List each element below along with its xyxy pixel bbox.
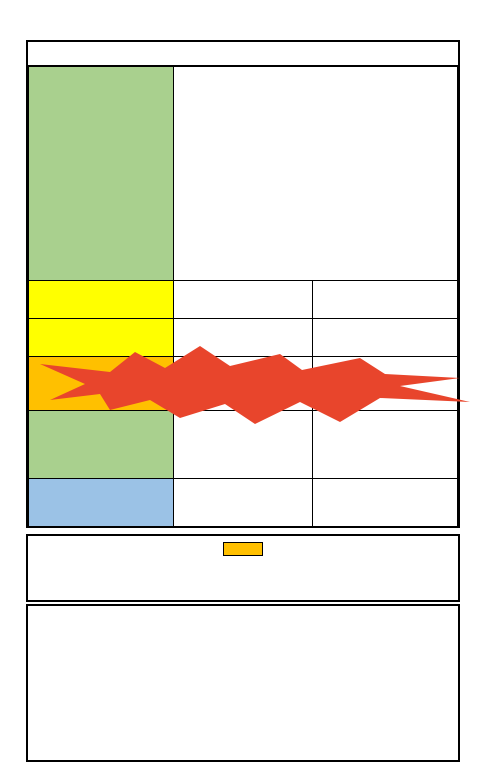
direct-table [28,66,458,527]
legend-swatch [223,542,263,556]
burst-shape [40,346,470,424]
market-section [26,534,460,602]
okukuji-desc-cell [173,479,313,527]
okukuji-price-cell [313,479,458,527]
market-legend [28,542,458,556]
edomae-items-cell [173,67,457,281]
direct-header [28,42,458,66]
tokachi-desc-cell [173,281,313,319]
direct-vegetables-section [26,40,460,528]
tokachi-name-cell [29,281,174,319]
tokachi-price-cell [313,281,458,319]
market-grid-box [26,604,460,762]
okukuji-name-cell [29,479,174,527]
edomae-cell [29,67,174,281]
stop-burst [40,344,470,426]
